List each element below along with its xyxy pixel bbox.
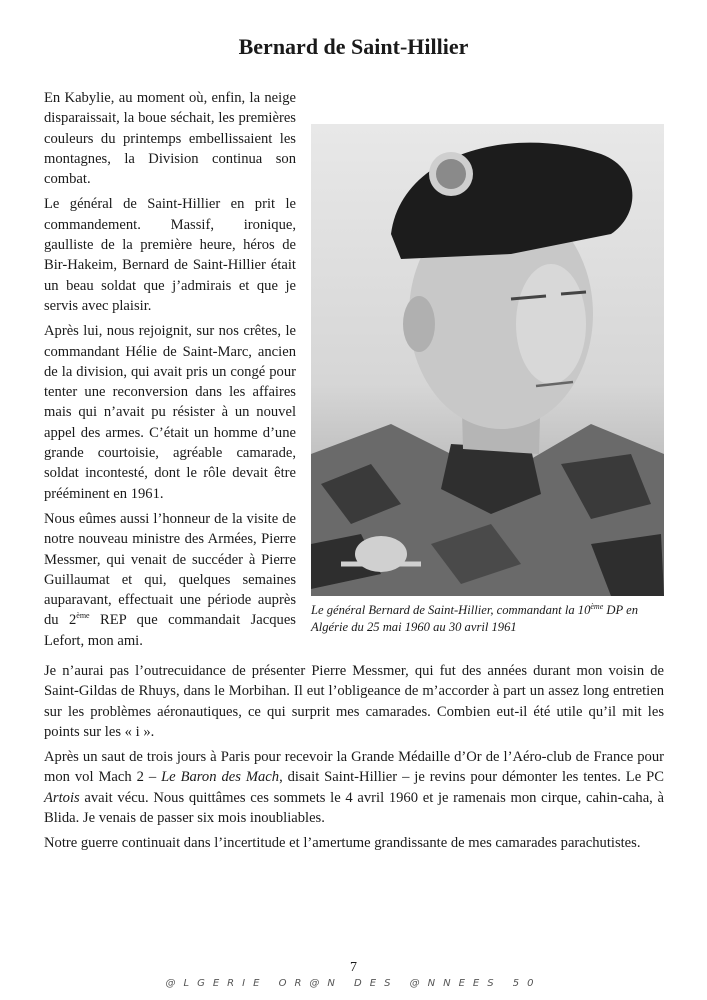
- paragraph-4-part2: REP que commandait Jacques Lefort, mon ami.: [44, 612, 296, 649]
- paragraph-6-a: Après un saut de trois jours à Paris pour recevoir la Grande Médaille d’Or de l’Aéro-club de France pour mon vol Mach 2 –: [44, 749, 664, 786]
- paragraph-6-b: , disait Saint-Hillier – je revins pour démonter les tentes. Le PC: [279, 769, 664, 786]
- paragraph-2: Le général de Saint-Hillier en prit le commandement. Massif, ironique, gaulliste de la première heure, héros de Bir-Hakeim, Bernard de Saint-Hillier était un beau soldat que j’admirais et que je servis avec plaisir.: [44, 196, 296, 314]
- portrait-illustration: [311, 124, 664, 596]
- paragraph-6-c: avait vécu. Nous quittâmes ces sommets le 4 avril 1960 et je ramenais mon cirque, cahin-caha, à Blida. Je venais de passer six mois inoubliables.: [44, 789, 664, 827]
- paragraph-6-em2: Artois: [44, 789, 80, 806]
- page-title: Bernard de Saint-Hillier: [238, 34, 469, 59]
- page-number: 7: [350, 960, 357, 975]
- paragraph-5: Je n’aurai pas l’outrecuidance de présenter Pierre Messmer, qui fut des années durant mon voisin de Saint-Gildas de Rhuys, dans le Morbihan. Il eut l’obligeance de m’accorder à part un assez long entretien sur les problèmes aéronautiques, ce qui surprit mes camarades. Combien eut-il été utile qu’il mit les points sur les « i ».: [44, 663, 664, 740]
- column-text: [44, 88, 296, 656]
- portrait-photo: [311, 124, 664, 596]
- photo-caption: [311, 602, 664, 636]
- paragraph-1: En Kabylie, au moment où, enfin, la neige disparaissait, la boue séchait, les premières couleurs du printemps embellissaient les montagnes, la Division continua son combat.: [44, 90, 296, 188]
- caption-sup: ème: [590, 601, 604, 611]
- paragraph-6-em1: Le Baron des Mach: [161, 769, 280, 786]
- paragraph-4-sup: ème: [76, 611, 90, 621]
- caption-part2: DP en Algérie du 25 mai 1960 au 30 avril 1961: [311, 603, 639, 634]
- paragraph-4-part1: Nous eûmes aussi l’honneur de la visite de notre nouveau ministre des Armées, Pierre Messmer, qui venait de succéder à Pierre Guillaumat et qui, quelques semaines auparavant, effectuait une période auprès du 2: [44, 510, 296, 629]
- page-footer: @LGERIE OR@N DES @NNEES 50: [165, 978, 542, 989]
- caption-part1: Le général Bernard de Saint-Hillier, commandant la 10: [311, 603, 591, 617]
- paragraph-6: [44, 747, 664, 828]
- paragraph-4: [44, 509, 296, 651]
- full-width-text: [44, 661, 664, 859]
- paragraph-7: Notre guerre continuait dans l’incertitude et l’amertume grandissante de mes camarades parachutistes.: [44, 835, 641, 852]
- paragraph-3: Après lui, nous rejoignit, sur nos crêtes, le commandant Hélie de Saint-Marc, ancien de la division, qui avait pris un congé pour tenter une reconversion dans les affaires mais qui n’avait pu résister à un nouvel appel des armes. C’était un homme d’une grande courtoisie, agréable camarade, soldat incontesté, dont le rôle devait être prééminent en 1961.: [44, 323, 296, 502]
